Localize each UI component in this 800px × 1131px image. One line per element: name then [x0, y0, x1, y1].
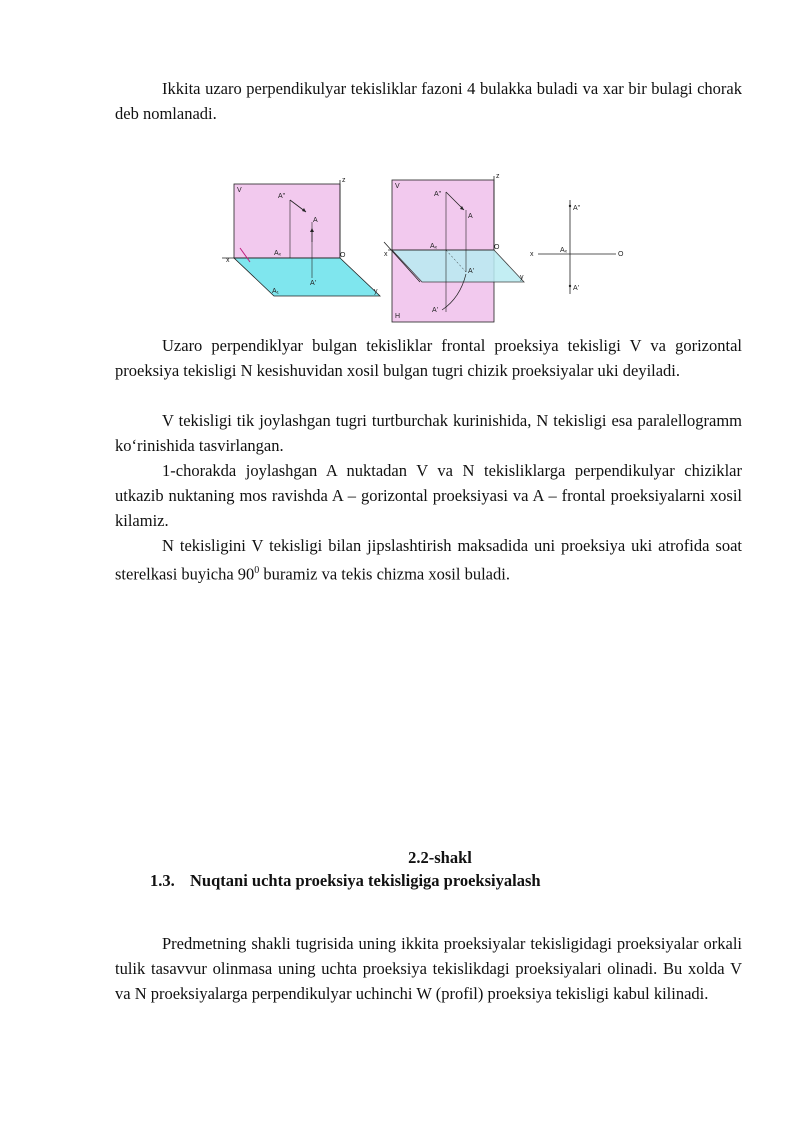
label-x-right: x	[530, 251, 534, 258]
label-v-middle: V	[395, 183, 400, 190]
paragraph-axis-definition: Uzaro perpendiklyar bulgan tekisliklar frontal proeksiya tekisligi V va gorizontal proeksiya tekisligi N kesishuvidan xosil bulgan tugri chizik proeksiyalar uki deyiladi.	[115, 336, 742, 380]
label-x-middle: x	[384, 251, 388, 258]
frontal-plane-v	[234, 184, 340, 258]
figure-epure	[530, 200, 624, 294]
label-a-middle: A	[468, 213, 473, 220]
label-ax-left: Aₓ	[274, 250, 281, 257]
paragraph-point-projection: 1-chorakda joylashgan A nuktadan V va N tekisliklarga perpendikulyar chiziklar utkazib nuktaning mos ravishda A – gorizontal proeksiyasi va A – frontal proeksiyalarni xosil kilamiz.	[115, 461, 742, 530]
figure-caption: 2.2-shakl	[408, 848, 472, 867]
label-a-front-middle: A"	[434, 191, 442, 198]
label-y-middle: y	[520, 274, 524, 281]
label-z-left: z	[342, 177, 346, 184]
label-o-right: O	[618, 251, 624, 258]
paragraph-plane-shapes: V tekisligi tik joylashgan tugri turtburchak kurinishida, N tekisligi esa paralellogramm ko‘rinishida tasvirlangan.	[115, 411, 742, 455]
label-a-horiz-left: A'	[310, 280, 317, 287]
degree-superscript: 0	[254, 565, 260, 576]
figure-rotation-view	[384, 173, 524, 322]
label-a-horiz-middle: A'	[468, 268, 475, 275]
label-ax-middle: Aₓ	[430, 243, 437, 250]
section-title: Nuqtani uchta proeksiya tekisligiga proeksiyalash	[190, 871, 541, 890]
label-o-middle: O	[494, 244, 500, 251]
label-a-front-right: A"	[573, 205, 581, 212]
projection-figure	[220, 170, 640, 328]
label-o-left: O	[340, 252, 346, 259]
paragraph-intro: Ikkita uzaro perpendikulyar tekisliklar fazoni 4 bulakka buladi va xar bir bulagi chorak deb nomlanadi.	[115, 79, 742, 123]
paragraph-rotation-text: N tekisligini V tekisligi bilan jipslashtirish maksadida uni proeksiya uki atrofida soat sterelkasi buyicha 90	[115, 536, 742, 584]
horizontal-plane-h	[234, 258, 380, 296]
paragraph-rotation-text-end: buramiz va tekis chizma xosil buladi.	[259, 564, 510, 584]
paragraph-three-planes: Predmetning shakli tugrisida uning ikkita proeksiyalar tekisligidagi proeksiyalar orkali tulik tasavvur olinmasa uning uchta proeksiya tekislikdagi proeksiyalari olinadi. Bu xolda V va N proeksiyalarga perpendikulyar uchinchi W (profil) proeksiya tekisligi kabul kilinadi.	[115, 934, 742, 1003]
figure-3d-view	[222, 177, 380, 296]
label-a-left: A	[313, 217, 318, 224]
label-a1-left: A₁	[272, 288, 280, 295]
label-z-middle: z	[496, 173, 500, 180]
projection-diagram	[220, 170, 640, 328]
label-a-horiz-right: A'	[573, 285, 580, 292]
paragraph-rotation	[115, 533, 742, 587]
label-ax-right: Aₓ	[560, 247, 567, 254]
section-number: 1.3.	[150, 871, 175, 890]
label-a-rotated-middle: A'	[432, 307, 439, 314]
label-h-middle: H	[395, 313, 401, 320]
section-heading	[150, 871, 541, 891]
label-y-left: y	[374, 288, 378, 295]
label-x-left: x	[226, 257, 230, 264]
label-a-front-left: A"	[278, 193, 286, 200]
label-v-left: V	[237, 187, 242, 194]
